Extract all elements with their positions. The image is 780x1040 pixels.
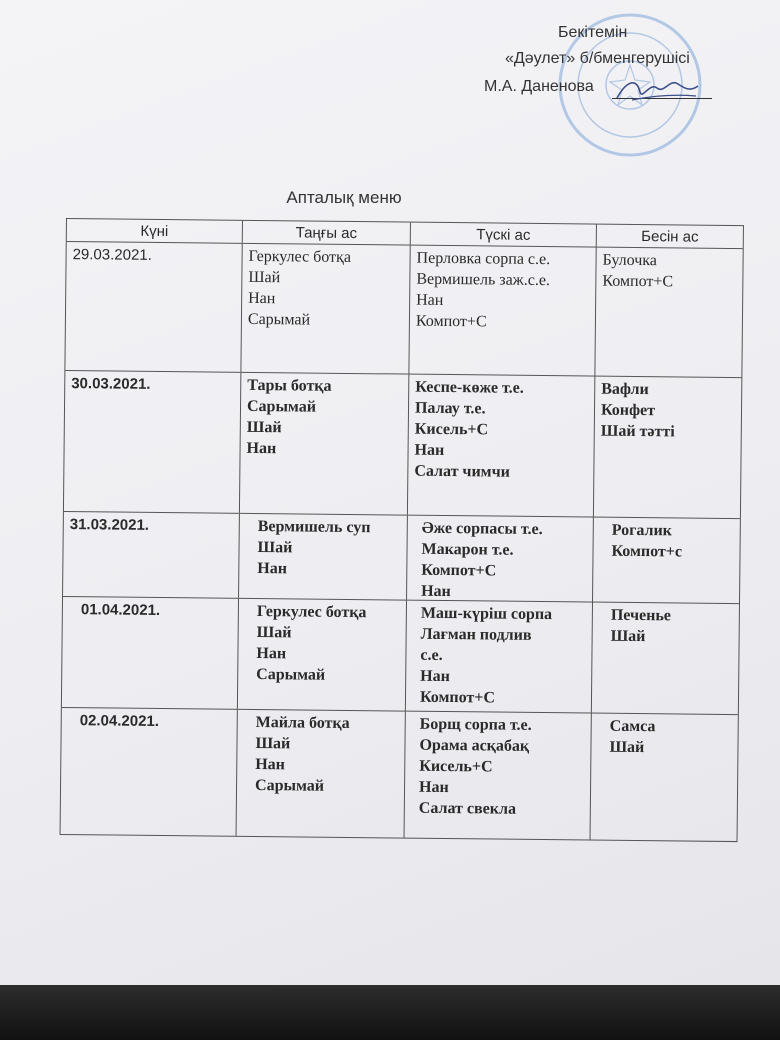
snack-items [595, 248, 742, 378]
menu-date: 31.03.2021. [63, 512, 240, 598]
menu-item: Самса [609, 717, 656, 736]
menu-item: Компот+С [415, 312, 487, 331]
table-row [62, 597, 739, 715]
menu-item: Орама асқабақ [419, 736, 530, 755]
lunch-items [405, 712, 592, 840]
weekly-menu-table [60, 218, 744, 842]
menu-item: Шай [246, 418, 282, 437]
menu-item: Шай [609, 738, 645, 757]
menu-item: Компот+С [419, 688, 496, 707]
table-row [61, 708, 738, 841]
menu-item: Кисель+С [419, 757, 493, 776]
table-row [64, 371, 741, 519]
menu-item: Маш-күріш сорпа [420, 604, 553, 624]
menu-item: Компот+с [611, 542, 683, 561]
menu-item: Перловка сорпа с.е. [416, 249, 551, 269]
menu-item: Вермишель суп [257, 518, 371, 537]
menu-date: 30.03.2021. [64, 371, 241, 513]
header-breakfast: Таңғы ас [243, 221, 411, 245]
table-row [63, 512, 740, 604]
menu-item: Сарымай [246, 397, 317, 416]
snack-items [594, 377, 741, 519]
menu-item: Конфет [600, 401, 656, 420]
menu-item: Нан [416, 291, 444, 309]
lunch-items [407, 516, 594, 602]
menu-item: Компот+С [602, 272, 674, 291]
menu-item: Палау т.е. [414, 399, 486, 418]
menu-item: Компот+С [421, 561, 497, 580]
menu-item: Нан [248, 289, 276, 308]
lunch-items [408, 375, 595, 517]
breakfast-items [239, 514, 408, 600]
menu-item: Нан [421, 582, 451, 601]
menu-item: Нан [256, 645, 287, 663]
table-row [65, 242, 742, 378]
snack-items [591, 714, 738, 842]
menu-date: 01.04.2021. [62, 597, 239, 709]
menu-item: Тары ботқа [247, 376, 332, 395]
approval-signatory: М.А. Даненова [484, 78, 594, 95]
menu-item: Нан [420, 667, 450, 686]
menu-item: Борщ сорпа т.е. [419, 715, 532, 734]
breakfast-items [240, 373, 409, 515]
menu-item: Салат чимчи [414, 462, 510, 481]
menu-item: Геркулес ботқа [248, 247, 352, 266]
menu-item: Әже сорпасы т.е. [421, 519, 543, 539]
menu-item: Нан [255, 756, 286, 774]
menu-item: Шай [257, 539, 293, 557]
menu-item: Булочка [602, 251, 658, 270]
menu-date: 29.03.2021. [65, 242, 242, 372]
breakfast-items [238, 599, 407, 711]
approval-organization: «Дәулет» б/бменгерушісі [505, 50, 690, 67]
menu-item: Шай [255, 735, 291, 753]
menu-item: Нан [414, 441, 445, 459]
lunch-items [409, 246, 596, 376]
snack-items [593, 518, 740, 604]
menu-item: Макарон т.е. [421, 540, 514, 559]
menu-item: с.е. [420, 646, 443, 664]
menu-date: 02.04.2021. [61, 708, 238, 836]
menu-item: Вермишель заж.с.е. [416, 270, 551, 290]
approval-label: Бекітемін [558, 24, 628, 41]
menu-item: Вафли [601, 380, 649, 399]
menu-item: Майла ботқа [255, 714, 350, 732]
menu-item: Печенье [610, 606, 672, 625]
menu-item: Геркулес ботқа [256, 603, 367, 622]
header-snack: Бесін ас [641, 228, 699, 246]
menu-item: Шай [248, 268, 281, 287]
menu-item: Кеспе-көже т.е. [415, 378, 524, 397]
menu-item: Сарымай [247, 310, 311, 329]
menu-item: Нан [257, 560, 288, 578]
header-lunch: Түскі ас [411, 223, 597, 247]
background-surface [0, 985, 780, 1040]
menu-item: Шай [610, 627, 646, 646]
menu-item: Лағман подлив [420, 625, 532, 644]
menu-item: Нан [418, 778, 449, 797]
menu-item: Шай [256, 624, 292, 642]
breakfast-items [237, 710, 406, 838]
lunch-items [406, 601, 593, 713]
document-title: Апталық меню [286, 188, 402, 207]
menu-item: Кисель+С [414, 420, 489, 439]
handwritten-signature [612, 70, 702, 110]
breakfast-items [241, 244, 410, 374]
menu-item: Рогалик [611, 521, 673, 540]
menu-item: Салат свекла [418, 799, 517, 818]
menu-item: Нан [246, 439, 277, 458]
header-date: Күні [67, 219, 243, 243]
menu-item: Сарымай [254, 777, 325, 795]
menu-item: Сарымай [256, 666, 326, 684]
menu-item: Шай тәтті [600, 422, 675, 441]
snack-items [592, 603, 739, 715]
